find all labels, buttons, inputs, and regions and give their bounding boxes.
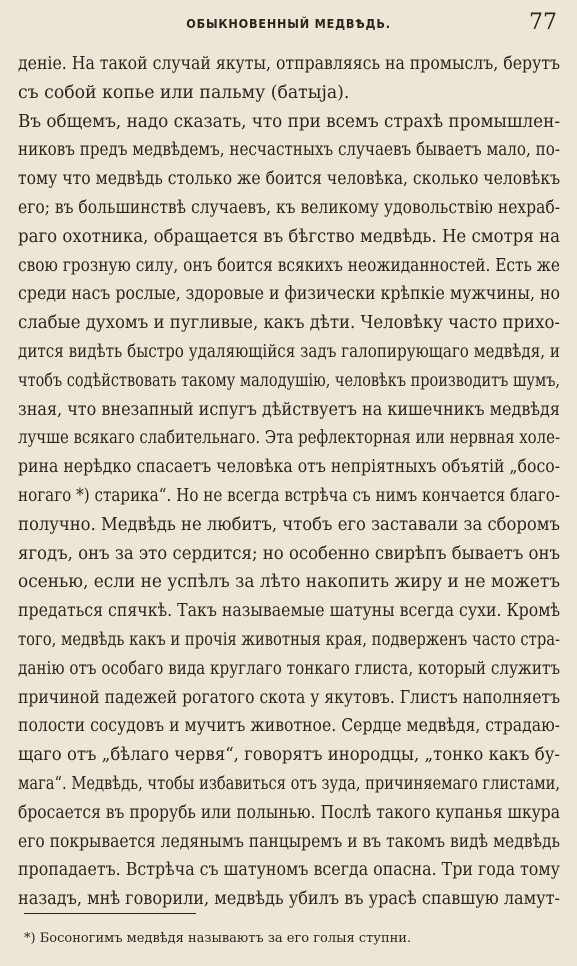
text-line	[18, 280, 560, 309]
text-line-content: лучше всякаго слабительнаго. Эта рефлекторная или нервная холе-	[18, 428, 560, 449]
text-line-content: осенью, если не успѣлъ за лѣто накопить жиру и не можетъ	[18, 572, 560, 593]
text-line-content: раго охотника, обращается въ бѣгство медвѣдь. Не смотря на	[18, 226, 560, 247]
text-line-content: зная, что внезапный испугъ дѣйствуетъ на кишечникъ медвѣдя	[18, 399, 560, 420]
text-line-content: пропадаетъ. Встрѣча съ шатуномъ всегда опасна. Три года тому	[18, 860, 560, 881]
text-line-content: того, медвѣдь какъ и прочія животныя края, подверженъ часто стра-	[18, 629, 560, 650]
text-line	[18, 799, 560, 828]
text-line	[18, 367, 560, 396]
text-line	[18, 424, 560, 453]
text-line-content: ногаго *) старика“. Но не всегда встрѣча съ нимъ кончается благо-	[18, 485, 560, 506]
footnote-rule	[24, 913, 196, 914]
text-line	[18, 626, 560, 655]
text-line-content: чтобъ содѣйствовать такому малодушію, человѣкъ производитъ шумъ,	[18, 370, 560, 391]
text-line	[18, 770, 560, 799]
text-line	[18, 655, 560, 684]
text-line-content: полости сосудовъ и мучитъ животное. Сердце медвѣдя, страдаю-	[18, 716, 560, 737]
text-line	[18, 396, 560, 425]
text-line-content: ягодъ, онъ за это сердится; но особенно свирѣпъ бываетъ онъ	[18, 543, 560, 564]
text-line-content: назадъ, мнѣ говорили, медвѣдь убилъ въ урасѣ спавшую ламут-	[18, 889, 560, 910]
text-line-content: данію отъ особаго вида круглаго тонкаго глиста, который служитъ	[18, 658, 560, 679]
text-line	[18, 309, 560, 338]
text-line	[18, 79, 560, 108]
text-line-content: никовъ предъ медвѣдемъ, несчастныхъ случаевъ бываетъ мало, по-	[18, 140, 560, 161]
text-line	[18, 453, 560, 482]
text-line-content: съ собой копье или пальму (батыја).	[18, 82, 350, 103]
text-line	[18, 540, 560, 569]
text-line	[18, 885, 560, 914]
text-line	[18, 223, 560, 252]
text-line	[18, 165, 560, 194]
page-number: 77	[529, 10, 557, 35]
text-line-content: получно. Медвѣдь не любитъ, чтобъ его заставали за сборомъ	[18, 514, 560, 535]
text-line-content: слабые духомъ и пугливые, какъ дѣти. Человѣку часто прихо-	[18, 313, 560, 334]
text-line-content: причиной падежей рогатого скота у якутовъ. Глистъ наполняетъ	[18, 687, 560, 708]
text-line	[18, 338, 560, 367]
text-line	[18, 856, 560, 885]
text-line-content: свою грозную силу, онъ боится всякихъ неожиданностей. Есть же	[18, 255, 560, 276]
text-line-content: его покрывается ледянымъ панцыремъ и въ такомъ видѣ медвѣдь	[18, 831, 560, 852]
text-line	[18, 684, 560, 713]
text-line-content: предаться спячкѣ. Такъ называемые шатуны всегда сухи. Кромѣ	[18, 601, 560, 622]
text-line-content: тому что медвѣдь столько же боится человѣка, сколько человѣкъ	[18, 169, 560, 190]
text-line	[18, 597, 560, 626]
text-line-content: деніе. На такой случай якуты, отправляясь на промыслъ, берутъ	[18, 54, 560, 74]
footnote-text: *) Босоногимъ медвѣдя называютъ за его голыя ступни.	[24, 931, 412, 946]
text-line	[18, 194, 560, 223]
text-line	[18, 511, 560, 540]
text-line-content: среди насъ рослые, здоровые и физически крѣпкіе мужчины, но	[18, 284, 560, 305]
text-line-content: бросается въ прорубь или полынью. Послѣ такого купанья шкура	[18, 802, 560, 823]
text-line	[18, 252, 560, 281]
text-line-content: мага“. Медвѣдь, чтобы избавиться отъ зуда, причиняемаго глистами,	[18, 773, 560, 794]
body-text	[18, 50, 560, 914]
text-line-content: его; въ большинствѣ случаевъ, къ великому удовольствію нехраб-	[18, 197, 560, 218]
text-line	[18, 108, 560, 137]
footnote	[24, 930, 564, 948]
text-line	[18, 50, 560, 79]
text-line	[18, 568, 560, 597]
page-header	[0, 10, 577, 38]
text-line-content: Въ общемъ, надо сказать, что при всемъ страхѣ промышлен-	[18, 111, 560, 132]
text-line-content: щаго отъ „бѣлаго червя“, говорятъ инородцы, „тонко какъ бу-	[18, 745, 560, 766]
text-line	[18, 136, 560, 165]
text-line	[18, 741, 560, 770]
text-line	[18, 828, 560, 857]
text-line-content: дится видѣть быстро удаляющійся задъ галопирующаго медвѣдя, и	[18, 341, 560, 362]
text-line	[18, 712, 560, 741]
text-line	[18, 482, 560, 511]
running-title: ОБЫКНОВЕННЫЙ МЕДВѢДЬ.	[186, 16, 391, 31]
text-line-content: рина нерѣдко спасаетъ человѣка отъ непріятныхъ объятій „босо-	[18, 457, 560, 478]
